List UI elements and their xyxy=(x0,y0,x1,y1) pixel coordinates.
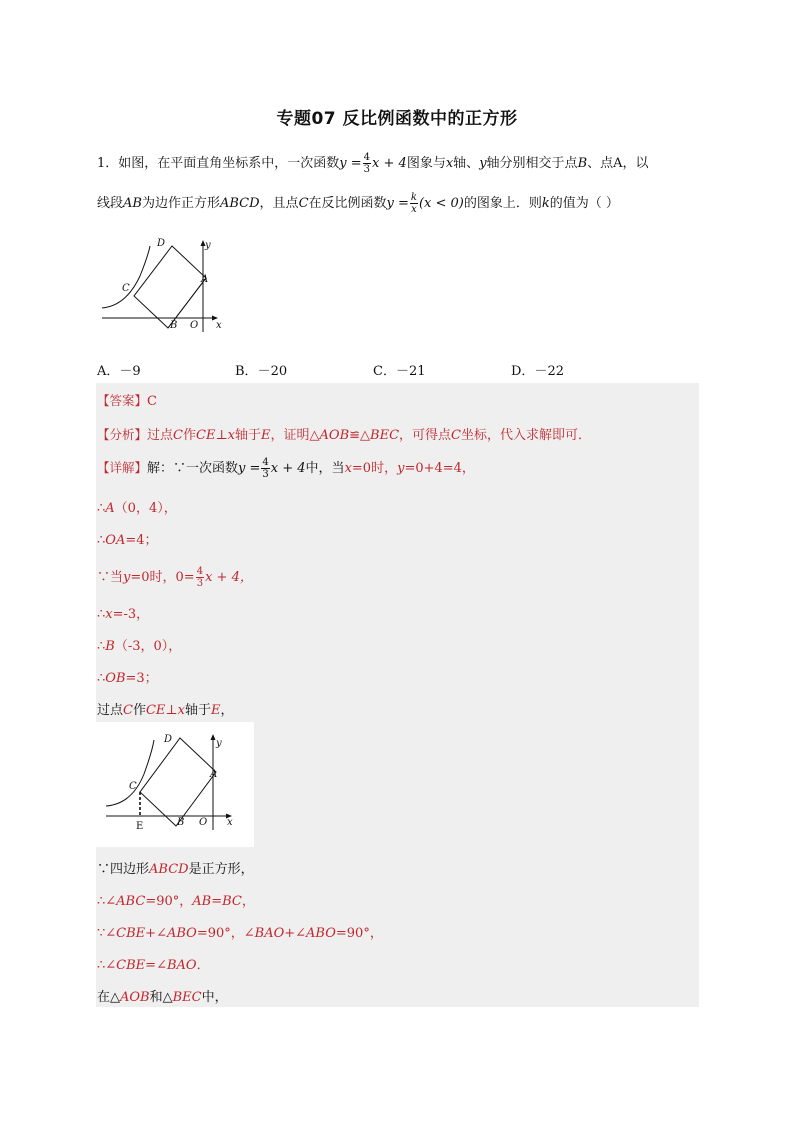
text: 为边作正方形 xyxy=(141,196,220,211)
label-E: E xyxy=(136,821,144,832)
choice-c[interactable]: C．－21 xyxy=(373,364,426,379)
math: x xyxy=(445,156,454,171)
step-2: ∴OA=4； xyxy=(97,533,158,548)
hyperbola-curve xyxy=(106,740,154,806)
step-4: ∴x=-3， xyxy=(97,607,150,622)
label-x: x xyxy=(216,320,222,331)
analysis-tag: 【分析】 xyxy=(97,427,148,442)
step-6: ∴OB=3； xyxy=(97,671,158,686)
answer-line xyxy=(97,391,157,409)
step-7: 过点C作CE⊥x轴于E， xyxy=(97,703,234,718)
label-y: y xyxy=(205,240,211,251)
step-3: ∵当y=0时，0= $\frac{4}{3}$ x + 4， xyxy=(97,566,253,589)
text: 的值为（ ） xyxy=(549,196,619,211)
label-D: D xyxy=(164,734,173,745)
math: C xyxy=(298,196,309,211)
text: 线段 xyxy=(97,196,124,211)
choice-d[interactable]: D．－22 xyxy=(511,364,564,379)
math: AB xyxy=(123,196,142,211)
choice-a[interactable]: A．－9 xyxy=(97,364,141,379)
label-C: C xyxy=(129,781,137,792)
math: x + 4 xyxy=(372,156,407,171)
label-B: B xyxy=(170,320,178,331)
text: 图象与 xyxy=(406,156,446,171)
step2-3: ∵∠CBE+∠ABO=90°，∠BAO+∠ABO=90°， xyxy=(97,926,383,941)
label-x: x xyxy=(227,817,233,828)
text: 轴分别相交于点 xyxy=(486,156,578,171)
text: 如图，在平面直角坐标系中，一次函数 xyxy=(118,156,340,171)
question-number: 1． xyxy=(97,156,119,171)
math: B xyxy=(577,156,588,171)
math: (x < 0) xyxy=(418,196,464,211)
step2-4: ∴∠CBE=∠BAO． xyxy=(97,958,210,973)
step2-5: 在△AOB和△BEC中， xyxy=(97,990,228,1005)
analysis-line: 【分析】过点C作CE⊥x轴于E，证明△AOB≌△BEC，可得点C坐标，代入求解即可． xyxy=(97,427,592,443)
label-B: B xyxy=(177,817,185,828)
answer-tag: 【答案】 xyxy=(97,393,148,408)
answer-value: C xyxy=(147,394,157,409)
square-abcd xyxy=(134,246,209,328)
text: ，且点 xyxy=(259,196,299,211)
question-line-2 xyxy=(97,192,619,215)
figure-1 xyxy=(96,236,228,336)
detail-line: 【详解】解：∵一次函数y = $\frac{4}{3}$ x + 4中，当x=0时，y=0+4=4， xyxy=(97,457,475,480)
fraction: $\frac{4}{3}$ xyxy=(196,566,204,589)
text: 轴、 xyxy=(453,156,480,171)
page-title: 专题07 反比例函数中的正方形 xyxy=(276,109,518,129)
math: y = xyxy=(386,196,409,211)
figure-2 xyxy=(96,722,254,847)
math: k xyxy=(541,196,550,211)
math: y xyxy=(479,156,487,171)
step-5: ∴B（-3，0）， xyxy=(97,639,182,654)
choice-b[interactable]: B．－20 xyxy=(235,364,288,379)
label-C: C xyxy=(122,283,130,294)
label-D: D xyxy=(157,238,166,249)
step2-1: ∵四边形ABCD是正方形， xyxy=(97,862,254,877)
fraction: $\frac{4}{3}$ xyxy=(262,457,269,480)
y-axis-arrow xyxy=(211,734,216,740)
label-O: O xyxy=(199,817,208,828)
fraction: $\frac{4}{3}$ xyxy=(363,152,371,175)
hyperbola-curve xyxy=(102,246,150,308)
text: 的图象上．则 xyxy=(463,196,542,211)
step-1: ∴A（0，4）， xyxy=(97,501,177,516)
label-A: A xyxy=(201,274,209,285)
text: 、点A，以 xyxy=(587,156,649,171)
text: 在反比例函数 xyxy=(308,196,387,211)
math: y = xyxy=(339,156,362,171)
step2-2: ∴∠ABC=90°，AB=BC， xyxy=(97,894,255,909)
label-A: A xyxy=(210,769,218,780)
math: ABCD xyxy=(219,196,260,211)
label-O: O xyxy=(190,320,199,331)
fraction: $\frac{k}{x}$ xyxy=(410,192,417,215)
question-line-1 xyxy=(97,152,649,175)
label-y: y xyxy=(216,738,222,749)
detail-tag: 【详解】 xyxy=(97,460,148,475)
